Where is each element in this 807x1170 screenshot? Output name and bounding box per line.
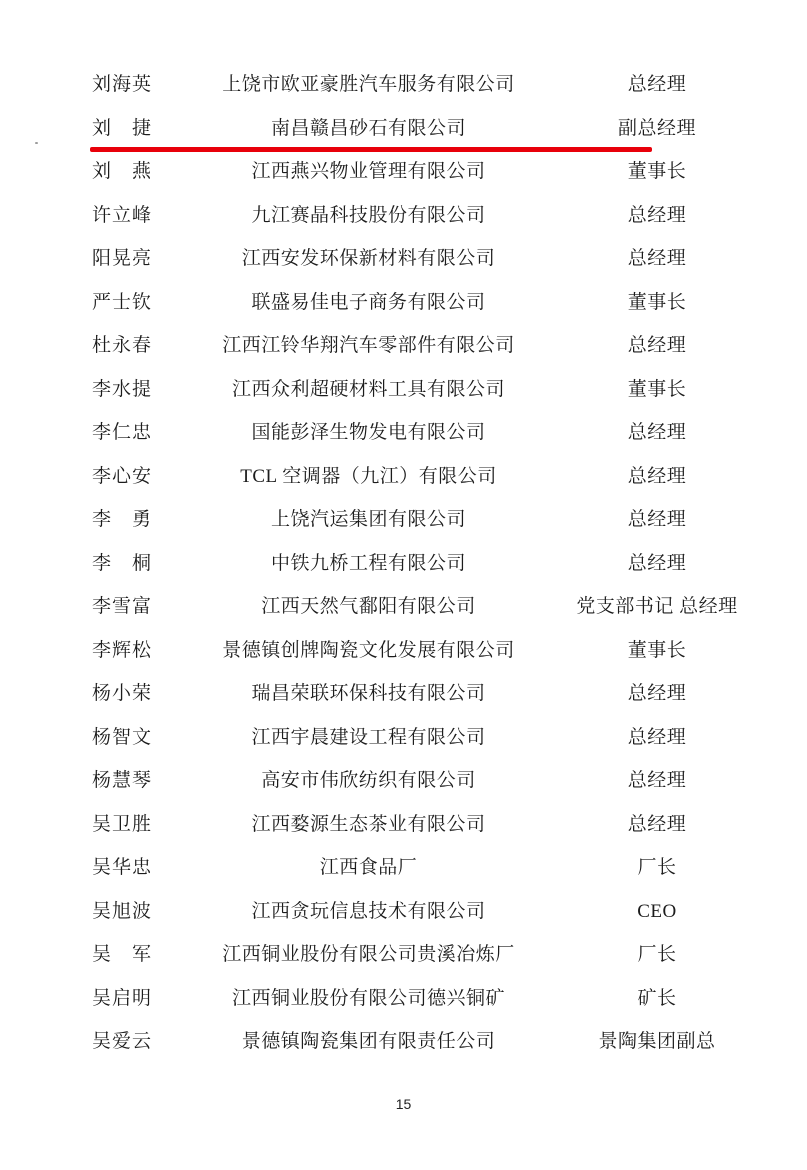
job-title: 总经理 — [627, 335, 687, 357]
company-name: 上饶汽运集团有限公司 — [270, 509, 466, 531]
job-title: 总经理 — [627, 770, 687, 792]
company-name: 江西安发环保新材料有限公司 — [241, 248, 496, 270]
job-title: 董事长 — [627, 378, 687, 400]
job-title: 总经理 — [627, 683, 687, 705]
red-underline-mark — [90, 147, 652, 152]
job-title: 景陶集团副总 — [598, 1031, 716, 1053]
job-title: 矿长 — [637, 987, 677, 1009]
roster-row — [0, 455, 807, 499]
company-name: 联盛易佳电子商务有限公司 — [251, 291, 486, 313]
roster-row — [0, 890, 807, 934]
company-name: 江西婺源生态茶业有限公司 — [251, 813, 486, 835]
person-name: 李水提 — [92, 378, 153, 400]
company-name: 江西众利超硬材料工具有限公司 — [231, 378, 505, 400]
person-name: 李心安 — [92, 465, 153, 487]
job-title: 厂长 — [637, 944, 677, 966]
roster-row — [0, 411, 807, 455]
roster-row — [0, 846, 807, 890]
job-title: 总经理 — [627, 509, 687, 531]
job-title: CEO — [637, 900, 677, 922]
page-number: 15 — [395, 1096, 412, 1112]
company-name: 江西贪玩信息技术有限公司 — [251, 900, 486, 922]
company-name: 瑞昌荣联环保科技有限公司 — [251, 683, 486, 705]
job-title: 总经理 — [627, 726, 687, 748]
roster-row — [0, 107, 807, 151]
company-name: 高安市伟欣纺织有限公司 — [261, 770, 476, 792]
company-name: 九江赛晶科技股份有限公司 — [251, 204, 486, 226]
roster-row — [0, 542, 807, 586]
company-name: 景德镇陶瓷集团有限责任公司 — [241, 1031, 496, 1053]
roster-row — [0, 585, 807, 629]
roster-row — [0, 759, 807, 803]
job-title: 总经理 — [627, 248, 687, 270]
roster-row — [0, 977, 807, 1021]
job-title: 总经理 — [627, 552, 687, 574]
roster-row — [0, 368, 807, 412]
person-name: 吴旭波 — [92, 900, 153, 922]
company-name: 江西食品厂 — [319, 857, 418, 879]
person-name: 吴华忠 — [92, 857, 153, 879]
person-name: 阳晃亮 — [92, 248, 153, 270]
person-name: 刘 捷 — [92, 117, 153, 139]
person-name: 李仁忠 — [92, 422, 153, 444]
roster-row — [0, 629, 807, 673]
person-name: 吴卫胜 — [92, 813, 153, 835]
person-name: 李雪富 — [92, 596, 153, 618]
company-name: 中铁九桥工程有限公司 — [270, 552, 466, 574]
person-name: 杨小荣 — [92, 683, 153, 705]
roster-row — [0, 933, 807, 977]
job-title: 党支部书记 总经理 — [576, 596, 738, 618]
roster-list — [0, 63, 807, 1064]
roster-row — [0, 324, 807, 368]
roster-row — [0, 63, 807, 107]
person-name: 吴启明 — [92, 987, 153, 1009]
person-name: 许立峰 — [92, 204, 153, 226]
roster-row — [0, 1020, 807, 1064]
person-name: 杨智文 — [92, 726, 153, 748]
company-name: 江西天然气鄱阳有限公司 — [261, 596, 476, 618]
person-name: 严士钦 — [92, 291, 153, 313]
job-title: 总经理 — [627, 465, 687, 487]
person-name: 李辉松 — [92, 639, 153, 661]
company-name: TCL 空调器（九江）有限公司 — [240, 465, 497, 487]
job-title: 总经理 — [627, 74, 687, 96]
company-name: 南昌赣昌砂石有限公司 — [270, 117, 466, 139]
roster-row — [0, 803, 807, 847]
job-title: 厂长 — [637, 857, 677, 879]
company-name: 上饶市欧亚豪胜汽车服务有限公司 — [222, 74, 515, 96]
roster-row — [0, 281, 807, 325]
job-title: 董事长 — [627, 639, 687, 661]
person-name: 吴爱云 — [92, 1031, 153, 1053]
roster-row — [0, 498, 807, 542]
company-name: 国能彭泽生物发电有限公司 — [251, 422, 486, 444]
company-name: 江西铜业股份有限公司贵溪冶炼厂 — [222, 944, 515, 966]
company-name: 景德镇创牌陶瓷文化发展有限公司 — [222, 639, 515, 661]
job-title: 总经理 — [627, 813, 687, 835]
roster-row — [0, 194, 807, 238]
job-title: 总经理 — [627, 204, 687, 226]
person-name: 刘 燕 — [92, 161, 153, 183]
person-name: 刘海英 — [92, 74, 153, 96]
job-title: 总经理 — [627, 422, 687, 444]
company-name: 江西宇晨建设工程有限公司 — [251, 726, 486, 748]
job-title: 董事长 — [627, 161, 687, 183]
company-name: 江西铜业股份有限公司德兴铜矿 — [231, 987, 505, 1009]
person-name: 杨慧琴 — [92, 770, 153, 792]
job-title: 副总经理 — [617, 117, 696, 139]
roster-row — [0, 150, 807, 194]
scan-artifact-dot — [35, 142, 38, 144]
person-name: 杜永春 — [92, 335, 153, 357]
person-name: 吴 军 — [92, 944, 153, 966]
company-name: 江西江铃华翔汽车零部件有限公司 — [222, 335, 515, 357]
roster-row — [0, 237, 807, 281]
person-name: 李 桐 — [92, 552, 153, 574]
person-name: 李 勇 — [92, 509, 153, 531]
roster-row — [0, 672, 807, 716]
job-title: 董事长 — [627, 291, 687, 313]
company-name: 江西燕兴物业管理有限公司 — [251, 161, 486, 183]
roster-row — [0, 716, 807, 760]
